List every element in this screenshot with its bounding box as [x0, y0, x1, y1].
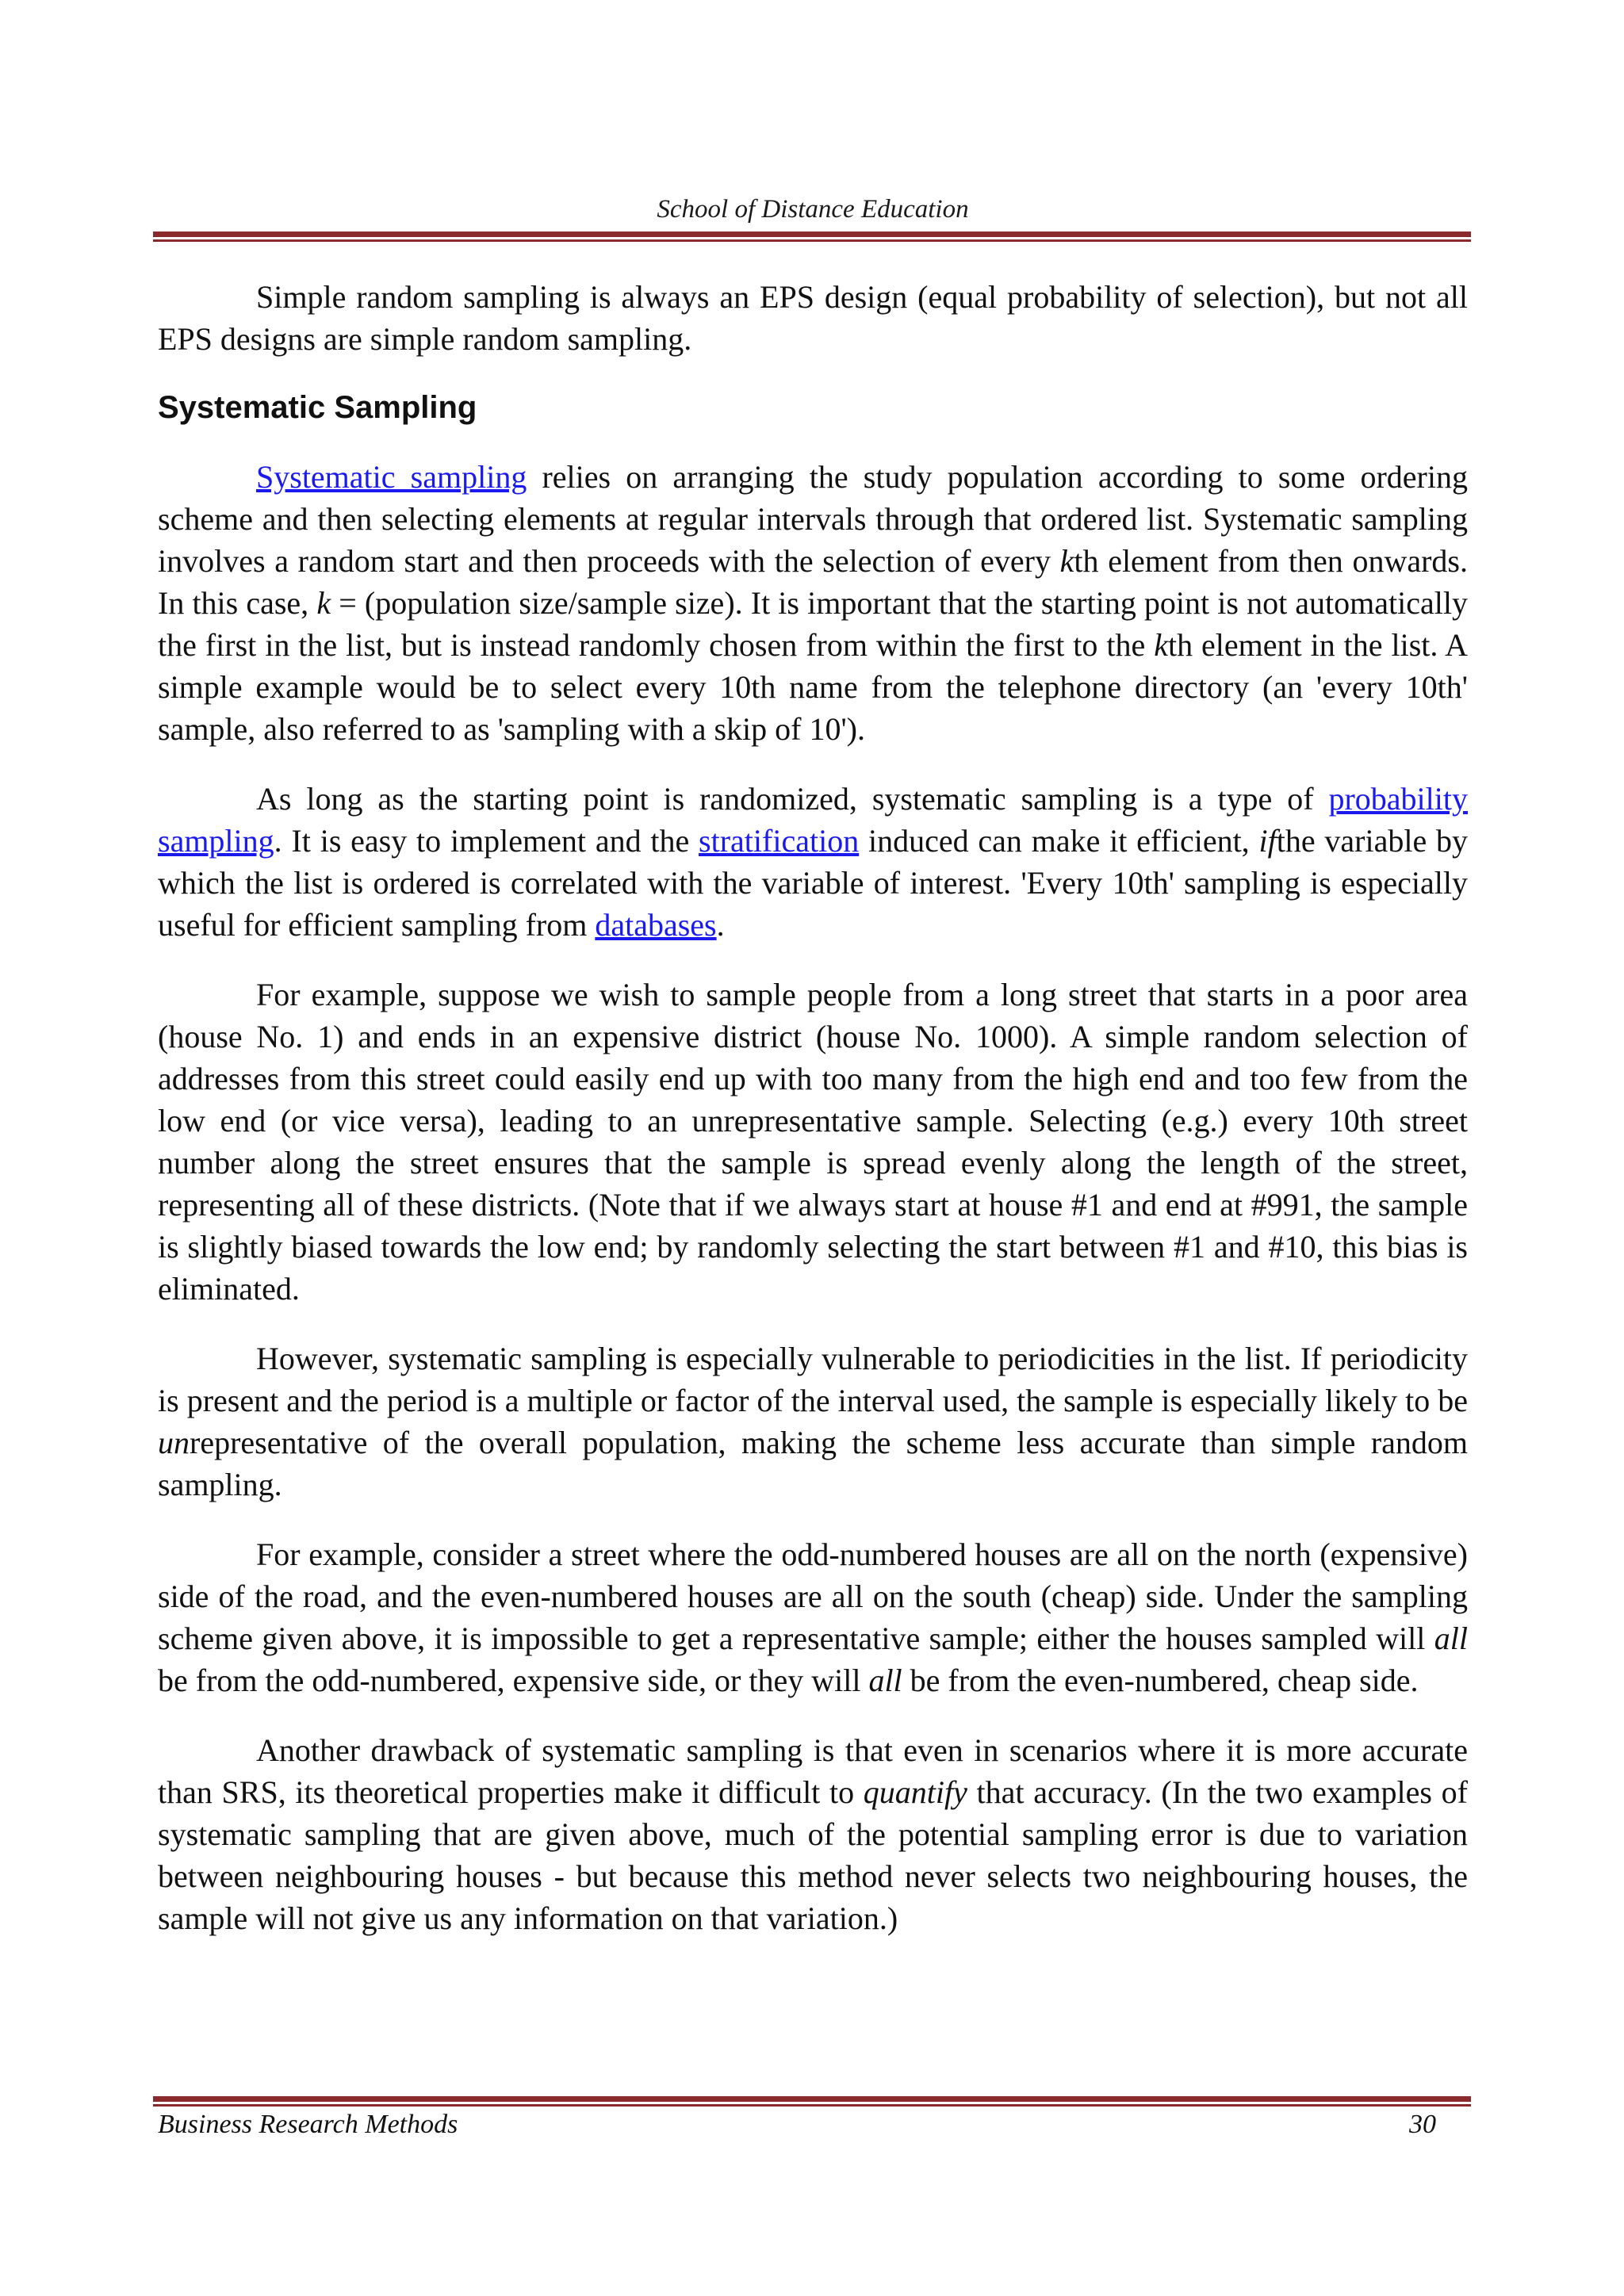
- document-body: [158, 276, 1468, 1967]
- stratification-link[interactable]: stratification: [699, 823, 860, 859]
- page-number: 30: [1409, 2110, 1436, 2139]
- paragraph-2: As long as the starting point is randomized, systematic sampling is a type of probability sampling. It is easy to implement and the stratification induced can make it efficient, ifthe variable by which the list is ordered is correlated with the variable of interest. 'Every 10th' sampling is especially useful for efficient sampling from databases.: [158, 781, 1468, 943]
- footer-rule: [153, 2096, 1471, 2107]
- databases-link[interactable]: databases: [595, 907, 717, 943]
- paragraph-3: For example, suppose we wish to sample people from a long street that starts in a poor area (house No. 1) and ends in an expensive district (house No. 1000). A simple random selection of addresses from this street could easily end up with too many from the high end and too few from the low end (or vice versa), leading to an unrepresentative sample. Selecting (e.g.) every 10th street number along the street ensures that the sample is spread evenly along the length of the street, representing all of these districts. (Note that if we always start at house #1 and end at #991, the sample is slightly biased towards the low end; by randomly selecting the start between #1 and #10, this bias is eliminated.: [158, 977, 1468, 1307]
- systematic-sampling-link[interactable]: Systematic sampling: [256, 459, 527, 495]
- probability-sampling-link[interactable]: probability sampling: [158, 781, 1468, 859]
- intro-paragraph: Simple random sampling is always an EPS design (equal probability of selection), but not all EPS designs are simple random sampling.: [158, 279, 1468, 357]
- footer-title: Business Research Methods: [158, 2110, 458, 2139]
- paragraph-1: Systematic sampling relies on arranging the study population according to some ordering scheme and then selecting elements at regular intervals through that ordered list. Systematic sampling involves a random start and then proceeds with the selection of every kth element from then onwards. In this case, k = (population size/sample size). It is important that the starting point is not automatically the first in the list, but is instead randomly chosen from within the first to the kth element in the list. A simple example would be to select every 10th name from the telephone directory (an 'every 10th' sample, also referred to as 'sampling with a skip of 10').: [158, 459, 1469, 747]
- header-rule: [153, 232, 1471, 242]
- section-heading: Systematic Sampling: [158, 390, 477, 425]
- paragraph-4: However, systematic sampling is especially vulnerable to periodicities in the list. If periodicity is present and the period is a multiple or factor of the interval used, the sample is especially likely to be unrepresentative of the overall population, making the scheme less accurate than simple random sampling.: [158, 1341, 1468, 1502]
- paragraph-5: For example, consider a street where the odd-numbered houses are all on the north (expensive) side of the road, and the even-numbered houses are all on the south (cheap) side. Under the sampling scheme given above, it is impossible to get a representative sample; either the houses sampled will all be from the odd-numbered, expensive side, or they will all be from the even-numbered, cheap side.: [158, 1536, 1468, 1698]
- paragraph-6: Another drawback of systematic sampling is that even in scenarios where it is more accurate than SRS, its theoretical properties make it difficult to quantify that accuracy. (In the two examples of systematic sampling that are given above, much of the potential sampling error is due to variation between neighbouring houses - but because this method never selects two neighbouring houses, the sample will not give us any information on that variation.): [158, 1732, 1468, 1936]
- page-header: School of Distance Education: [657, 195, 969, 224]
